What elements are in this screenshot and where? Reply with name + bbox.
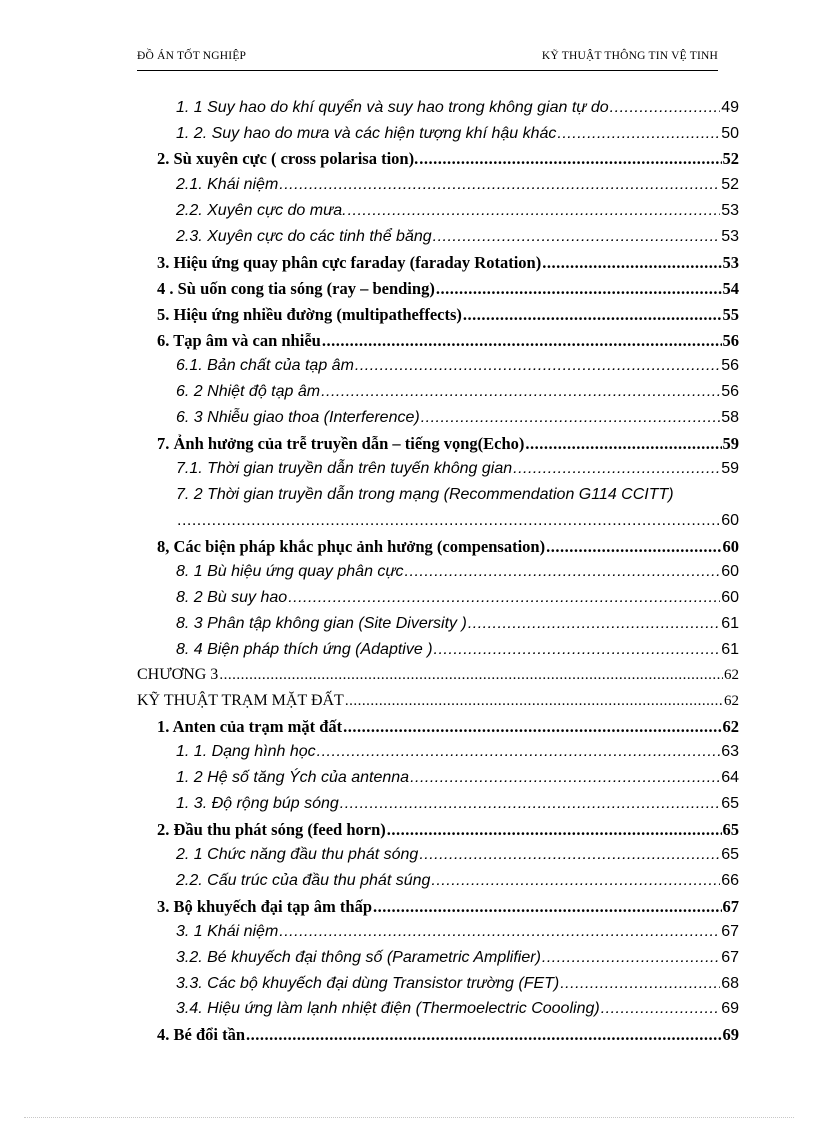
toc-entry-page: 62	[724, 693, 739, 709]
toc-entry-page: 67	[722, 897, 739, 916]
toc-leader-dots	[513, 456, 720, 482]
toc-leader-dots	[348, 198, 721, 224]
toc-leader-dots	[601, 996, 721, 1022]
toc-entry-title: 2. 1 Chức năng đầu thu phát sóng	[176, 846, 419, 863]
toc-entry[interactable]	[176, 739, 739, 765]
toc-entry-title: 5. Hiệu ứng nhiều đường (multipatheffects)	[157, 305, 462, 324]
toc-entry-page: 52	[721, 176, 739, 193]
toc-entry-title: 3. Bộ khuyếch đại tạp âm thấp	[157, 897, 373, 916]
toc-entry[interactable]	[157, 894, 739, 920]
toc-entry-page: 56	[721, 357, 739, 374]
toc-entry[interactable]	[176, 765, 739, 791]
toc-entry-title: 2.1. Khái niệm	[176, 176, 279, 193]
toc-entry-title: 2. Sù xuyên cực ( cross polarisa tion).	[157, 149, 419, 168]
toc-entry-title: 3.2. Bé khuyếch đại thông số (Parametric Amplifier)	[176, 949, 541, 966]
toc-leader-dots	[355, 353, 720, 379]
toc-leader-dots	[560, 971, 720, 997]
toc-entry-title: 2. Đầu thu phát sóng (feed horn)	[157, 820, 386, 839]
toc-entry-title: 6. 2 Nhiệt độ tạp âm	[176, 383, 321, 400]
toc-entry[interactable]	[176, 405, 739, 431]
toc-entry-title: 3.3. Các bộ khuyếch đại dùng Transistor trường (FET)	[176, 975, 560, 992]
toc-entry[interactable]	[176, 379, 739, 405]
toc-entry-title: 3. 1 Khái niệm	[176, 923, 279, 940]
toc-entry[interactable]	[176, 842, 739, 868]
toc-entry[interactable]	[176, 95, 739, 121]
toc-entry[interactable]	[157, 817, 739, 843]
toc-entry-page: 63	[721, 743, 739, 760]
toc-entry[interactable]	[157, 146, 739, 172]
toc-entry-page: 61	[721, 641, 739, 658]
toc-leader-dots	[433, 224, 721, 250]
toc-entry-page: 55	[722, 305, 739, 324]
toc-entry[interactable]	[176, 945, 739, 971]
toc-leader-dots	[345, 688, 723, 714]
toc-entry-page: 66	[721, 872, 739, 889]
toc-entry-title: 8. 4 Biện pháp thích ứng (Adaptive )	[176, 641, 433, 658]
toc-entry-title: 6. Tạp âm và can nhiễu	[157, 331, 321, 350]
toc-leader-dots	[557, 121, 720, 147]
toc-entry-page: 62	[724, 667, 739, 683]
toc-entry-page: 69	[722, 1025, 739, 1044]
toc-entry-page: 67	[721, 949, 739, 966]
toc-entry-page: 53	[721, 202, 739, 219]
toc-entry[interactable]	[176, 224, 739, 250]
toc-leader-dots	[177, 508, 720, 534]
toc-entry[interactable]	[176, 996, 739, 1022]
toc-leader-dots	[246, 1022, 721, 1048]
toc-entry[interactable]	[176, 456, 739, 482]
toc-entry[interactable]	[157, 534, 739, 560]
toc-leader-dots	[279, 919, 720, 945]
toc-entry-page: 68	[721, 975, 739, 992]
toc-entry-title: 7.1. Thời gian truyền dẫn trên tuyến không gian	[176, 460, 513, 477]
toc-entry-title: 6. 3 Nhiễu giao thoa (Interference)	[176, 409, 420, 426]
toc-entry[interactable]	[176, 172, 739, 198]
toc-leader-dots	[340, 791, 720, 817]
toc-entry-page: 54	[722, 279, 739, 298]
toc-entry[interactable]	[176, 637, 739, 663]
toc-leader-dots	[463, 302, 722, 328]
toc-entry-page: 60	[721, 512, 739, 529]
toc-entry-page: 58	[721, 409, 739, 426]
toc-entry-wrapped-line2[interactable]	[176, 508, 739, 534]
toc-entry-wrapped-line1[interactable]	[176, 482, 739, 508]
toc-entry[interactable]	[176, 559, 739, 585]
toc-entry-page: 60	[721, 563, 739, 580]
toc-leader-dots	[542, 945, 720, 971]
toc-entry-title: 1. 1 Suy hao do khí quyển và suy hao trong không gian tự do	[176, 99, 609, 116]
toc-entry[interactable]	[176, 919, 739, 945]
toc-entry-title: CHƯƠNG 3	[137, 666, 219, 683]
toc-leader-dots	[434, 637, 721, 663]
toc-entry-title: 3. Hiệu ứng quay phân cực faraday (faraday Rotation)	[157, 253, 542, 272]
toc-entry[interactable]	[176, 198, 739, 224]
toc-entry-title: 8. 1 Bù hiệu ứng quay phân cực	[176, 563, 404, 580]
toc-leader-dots	[317, 739, 721, 765]
toc-entry-page: 59	[722, 434, 739, 453]
toc-leader-dots	[468, 611, 720, 637]
toc-entry-title: 1. 2. Suy hao do mưa và các hiện tượng khí hậu khác	[176, 125, 557, 142]
toc-entry-page: 49	[721, 99, 739, 116]
toc-entry[interactable]	[176, 353, 739, 379]
toc-chapter-entry[interactable]	[137, 688, 739, 714]
toc-entry[interactable]	[176, 121, 739, 147]
toc-leader-dots	[219, 662, 723, 688]
toc-entry[interactable]	[157, 1022, 739, 1048]
toc-entry-page: 52	[722, 149, 739, 168]
toc-entry-page: 50	[721, 125, 739, 142]
toc-entry[interactable]	[176, 868, 739, 894]
toc-leader-dots	[419, 146, 721, 172]
toc-entry-page: 56	[721, 383, 739, 400]
toc-leader-dots	[436, 276, 722, 302]
toc-entry-title: 1. Anten của trạm mặt đất	[157, 717, 343, 736]
toc-entry-page: 53	[721, 228, 739, 245]
toc-leader-dots	[343, 714, 721, 740]
toc-leader-dots	[610, 95, 721, 121]
toc-entry-title: 6.1. Bản chất của tạp âm	[176, 357, 354, 374]
toc-entry-title: 8, Các biện pháp khắc phục ảnh hưởng (compensation)	[157, 537, 546, 556]
toc-leader-dots	[322, 328, 722, 354]
toc-entry[interactable]	[157, 302, 739, 328]
toc-entry-page: 64	[721, 769, 739, 786]
toc-entry-title: 2.2. Cấu trúc của đầu thu phát súng	[176, 872, 431, 889]
toc-entry-title: 4 . Sù uốn cong tia sóng (ray – bending)	[157, 279, 435, 298]
header-right-title: KỸ THUẬT THÔNG TIN VỆ TINH	[541, 50, 718, 62]
toc-entry-page: 61	[721, 615, 739, 632]
toc-leader-dots	[542, 250, 721, 276]
toc-entry-title: 8. 3 Phân tập không gian (Site Diversity )	[176, 615, 467, 632]
toc-entry-page: 67	[721, 923, 739, 940]
toc-leader-dots	[288, 585, 720, 611]
toc-leader-dots	[431, 868, 720, 894]
toc-leader-dots	[421, 405, 721, 431]
toc-entry[interactable]	[157, 250, 739, 276]
toc-leader-dots	[279, 172, 720, 198]
toc-entry-title: 2.3. Xuyên cực do các tinh thể băng	[176, 228, 432, 245]
toc-entry-page: 59	[721, 460, 739, 477]
toc-leader-dots	[419, 842, 720, 868]
toc-entry-page: 65	[722, 820, 739, 839]
toc-leader-dots	[410, 765, 720, 791]
toc-leader-dots	[405, 559, 721, 585]
toc-entry-title: 1. 2 Hệ số tăng Ých của antenna	[176, 769, 410, 786]
toc-entry-page: 69	[721, 1000, 739, 1017]
toc-leader-dots	[387, 817, 722, 843]
toc-entry-title: 1. 3. Độ rộng búp sóng	[176, 795, 339, 812]
toc-entry[interactable]	[176, 611, 739, 637]
toc-entry-title: 2.2. Xuyên cực do mưa.	[176, 202, 347, 219]
toc-leader-dots	[373, 894, 721, 920]
toc-entry-title: 7. Ảnh hưởng của trễ truyền dẫn – tiếng vọng(Echo)	[157, 434, 525, 453]
toc-entry[interactable]	[176, 585, 739, 611]
toc-entry-page: 60	[722, 537, 739, 556]
toc-entry[interactable]	[157, 276, 739, 302]
toc-entry-title: 4. Bé đổi tần	[157, 1025, 246, 1044]
header-left-title: ĐỒ ÁN TỐT NGHIỆP	[137, 50, 247, 62]
toc-leader-dots	[321, 379, 720, 405]
toc-entry-page: 65	[721, 795, 739, 812]
toc-entry-title: 1. 1. Dạng hình học	[176, 743, 316, 760]
toc-chapter-entry[interactable]	[137, 662, 739, 688]
toc-entry-page: 60	[721, 589, 739, 606]
toc-entry-page: 53	[722, 253, 739, 272]
toc-entry-title: 3.4. Hiệu ứng làm lạnh nhiệt điện (Thermoelectric Coooling)	[176, 1000, 600, 1017]
toc-entry-title: 8. 2 Bù suy hao	[176, 589, 288, 606]
toc-leader-dots	[546, 534, 721, 560]
toc-entry[interactable]	[176, 971, 739, 997]
page-bottom-border	[24, 1117, 794, 1118]
toc-entry-page: 56	[722, 331, 739, 350]
toc-entry[interactable]	[157, 328, 739, 354]
toc-entry-page: 65	[721, 846, 739, 863]
toc-leader-dots	[525, 431, 721, 457]
toc-entry-title: 7. 2 Thời gian truyền dẫn trong mạng (Recommendation G114 CCITT)	[176, 486, 674, 503]
toc-entry[interactable]	[176, 791, 739, 817]
toc-entry-title: KỸ THUẬT TRẠM MẶT ĐẤT	[137, 692, 344, 709]
toc-entry[interactable]	[157, 431, 739, 457]
toc-entry-page: 62	[722, 717, 739, 736]
toc-entry[interactable]	[157, 714, 739, 740]
